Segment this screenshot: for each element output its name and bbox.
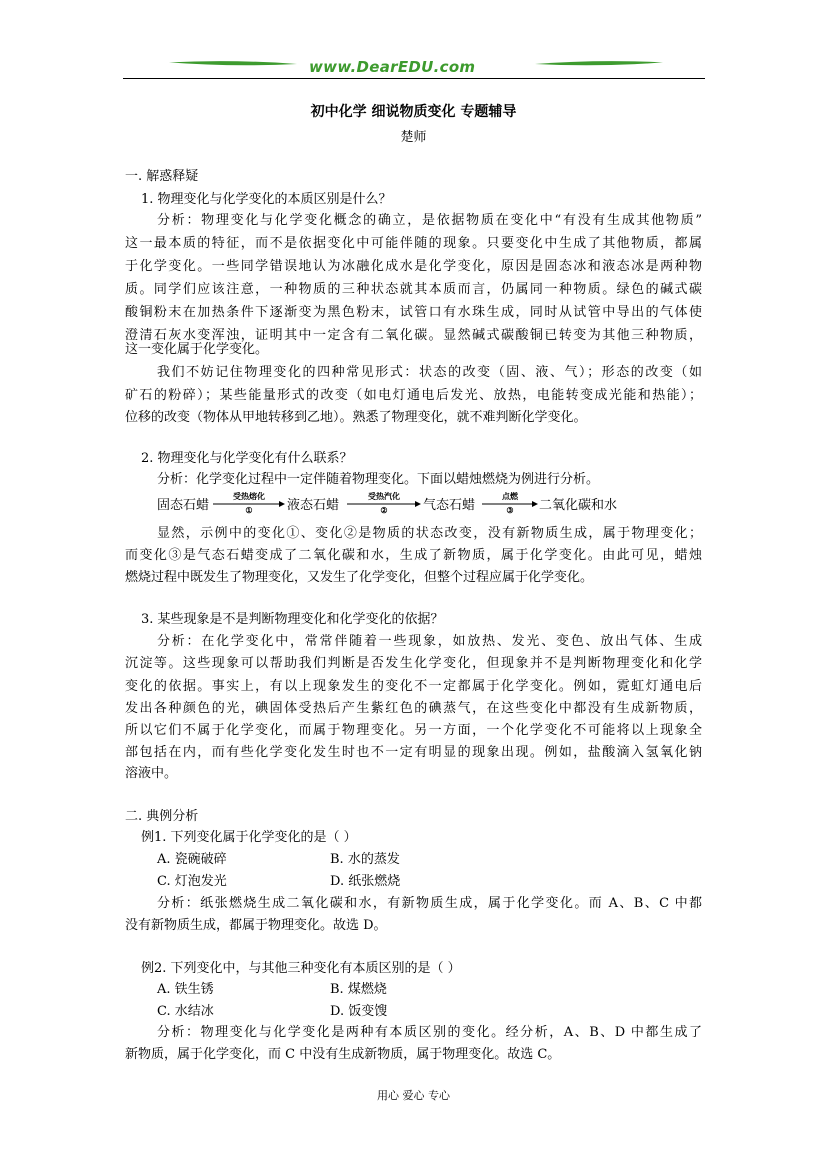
q3-body-line: 部包括在内，而有些化学变化发生时也不一定有明显的现象出现。例如，盐酸滴入氢氧化钠: [125, 745, 702, 760]
arrow-1-condition: 受热熔化: [233, 492, 265, 501]
formula-arrow-2: [347, 492, 421, 516]
q1-title: 1. 物理变化与化学变化的本质区别是什么？: [141, 192, 392, 207]
example1-option-d: D. 纸张燃烧: [330, 874, 401, 889]
q2-body-line: 燃烧过程中既发生了物理变化，又发生了化学变化，但整个过程应属于化学变化。: [125, 570, 594, 585]
page-footer: 用心 爱心 专心: [377, 1089, 450, 1102]
q2-body-line: 显然，示例中的变化①、变化②是物质的状态改变，没有新物质生成，属于物理变化；: [157, 526, 702, 541]
q1-body2-line: 矿石的粉碎）；某些能量形式的改变（如电灯通电后发光、放热，电能转变成光能和热能）；: [125, 388, 702, 403]
example2-analysis-line: 新物质，属于化学变化，而 C 中没有生成新物质，属于物理变化。故选 C。: [125, 1047, 561, 1062]
q3-body-line: 溶液中。: [125, 766, 178, 781]
q1-body2-line: 位移的改变（物体从甲地转移到乙地）。熟悉了物理变化，就不难判断化学变化。: [125, 410, 587, 425]
q1-body2-line: 我们不妨记住物理变化的四种常见形式：状态的改变（固、液、气）；形态的改变（如: [157, 365, 702, 380]
example1-analysis-line: 没有新物质生成，都属于物理变化。故选 D。: [125, 918, 387, 933]
q2-intro: 分析：化学变化过程中一定伴随着物理变化。下面以蜡烛燃烧为例进行分析。: [157, 472, 600, 487]
arrow-2-number: ②: [380, 505, 388, 515]
formula-arrow-3: [482, 492, 538, 516]
right-swoosh-decoration: [519, 60, 679, 68]
q1-body-line: 这一变化属于化学变化。: [125, 342, 269, 357]
site-logo: www.DearEDU.com: [309, 58, 476, 76]
section2-heading: 二. 典例分析: [125, 809, 199, 824]
q3-body-line: 所以它们不属于化学变化，而属于物理变化。另一方面，一个化学变化不可能将以上现象全: [125, 723, 702, 738]
header-rule: [123, 78, 705, 79]
q3-body-line: 分析：在化学变化中，常常伴随着一些现象，如放热、发光、变色、放出气体、生成: [157, 634, 702, 649]
q3-body-line: 发出各种颜色的光，碘固体受热后产生紫红色的碘蒸气，在这些变化中都没有生成新物质，: [125, 701, 702, 716]
q1-body-line: 分析：物理变化与化学变化概念的确立，是依据物质在变化中“有没有生成其他物质”: [157, 213, 702, 228]
q1-body-line: 于化学变化。一些同学错误地认为冰融化成水是化学变化，原因是固态冰和液态冰是两种物: [125, 259, 702, 274]
example1-title: 例1. 下列变化属于化学变化的是（ ）: [141, 830, 357, 845]
formula-arrow-1: [213, 492, 285, 516]
arrow-1-number: ①: [245, 505, 253, 515]
example1-option-b: B. 水的蒸发: [330, 852, 400, 867]
q3-body-line: 沉淀等。这些现象可以帮助我们判断是否发生化学变化，但现象并不是判断物理变化和化学: [125, 656, 702, 671]
example2-analysis-line: 分析：物理变化与化学变化是两种有本质区别的变化。经分析，A、B、D 中都生成了: [157, 1025, 702, 1040]
arrow-3-condition: 点燃: [502, 492, 518, 501]
example2-option-c: C. 水结冰: [157, 1004, 214, 1019]
q1-body-line: 澄清石灰水变浑浊，证明其中一定含有二氧化碳。显然碱式碳酸铜已转变为其他三种物质，: [125, 328, 702, 343]
example2-option-a: A. 铁生锈: [157, 982, 214, 997]
q3-body-line: 变化的依据。事实上，有以上现象发生的变化不一定都属于化学变化。例如，霓虹灯通电后: [125, 679, 702, 694]
q2-body-line: 而变化③是气态石蜡变成了二氧化碳和水，生成了新物质，属于化学变化。由此可见，蜡烛: [125, 548, 702, 563]
left-swoosh-decoration: [153, 60, 313, 68]
arrow-2-condition: 受热汽化: [368, 492, 400, 501]
q3-title: 3. 某些现象是不是判断物理变化和化学变化的依据？: [141, 612, 444, 627]
document-author: 楚师: [400, 130, 427, 145]
formula-gas-wax: 气态石蜡: [423, 498, 476, 513]
example2-title: 例2. 下列变化中，与其他三种变化有本质区别的是（ ）: [141, 961, 461, 976]
example2-option-b: B. 煤燃烧: [330, 982, 387, 997]
q1-body-line: 质。同学们应该注意，一种物质的三种状态就其本质而言，仍属同一种物质。绿色的碱式碳: [125, 282, 702, 297]
page-header: [123, 52, 705, 82]
q1-body-line: 酸铜粉末在加热条件下逐渐变为黑色粉末，试管口有水珠生成，同时从试管中导出的气体使: [125, 305, 702, 320]
document-title: 初中化学 细说物质变化 专题辅导: [310, 104, 517, 120]
example1-option-a: A. 瓷碗破碎: [157, 852, 227, 867]
q1-body-line: 这一最本质的特征，而不是依据变化中可能伴随的现象。只要变化中生成了其他物质，都属: [125, 236, 702, 251]
example1-analysis-line: 分析：纸张燃烧生成二氧化碳和水，有新物质生成，属于化学变化。而 A、B、C 中都: [157, 896, 702, 911]
section1-heading: 一. 解惑释疑: [125, 169, 199, 184]
example2-option-d: D. 饭变馊: [330, 1004, 388, 1019]
formula-liquid-wax: 液态石蜡: [287, 498, 340, 513]
formula-products: 二氧化碳和水: [539, 498, 618, 513]
arrow-3-number: ③: [506, 505, 514, 515]
formula-solid-wax: 固态石蜡: [157, 498, 210, 513]
q2-title: 2. 物理变化与化学变化有什么联系？: [141, 451, 353, 466]
example1-option-c: C. 灯泡发光: [157, 874, 227, 889]
